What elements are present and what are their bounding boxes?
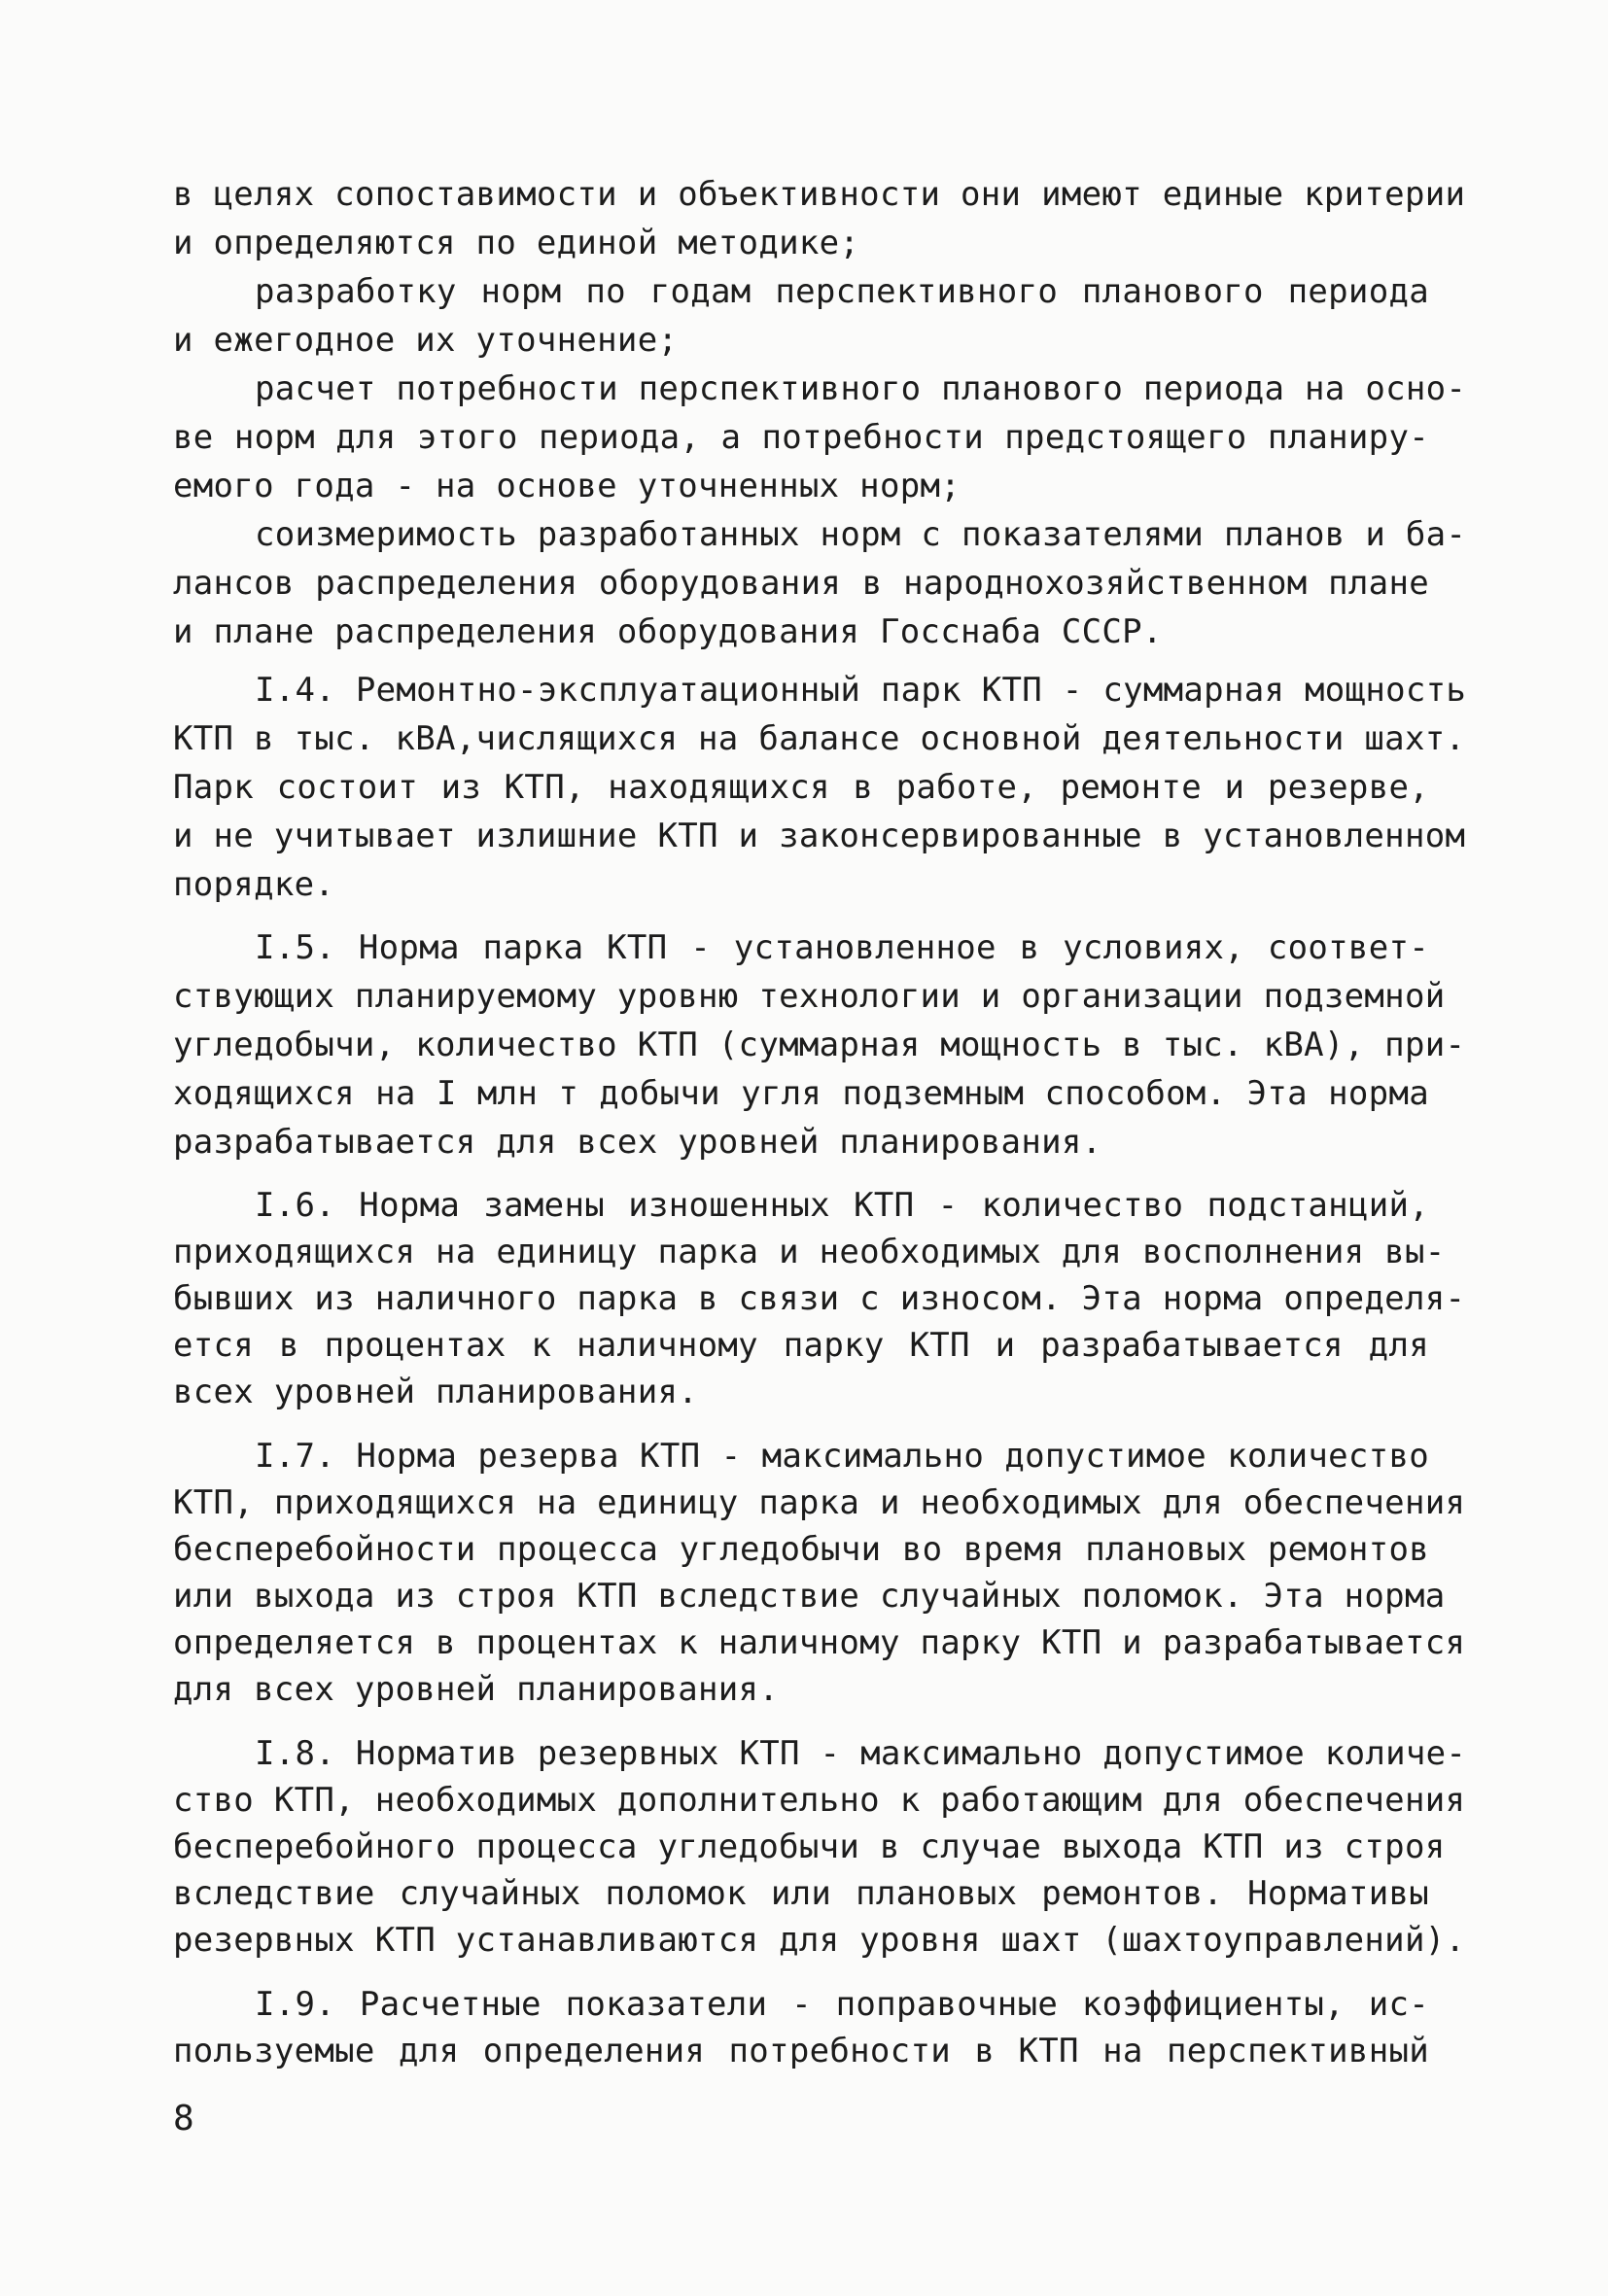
text-line: ствующих планируемому уровню технологии и организации подземной bbox=[173, 977, 1446, 1016]
text-line: расчет потребности перспективного планового периода на осно- bbox=[255, 369, 1467, 408]
text-line: ходящихся на I млн т добычи угля подземным способом. Эта норма bbox=[173, 1074, 1429, 1113]
text-line: соизмеримость разработанных норм с показателями планов и ба- bbox=[255, 515, 1467, 554]
text-line: в целях сопоставимости и объективности они имеют единые критерии bbox=[173, 175, 1466, 214]
page-number: 8 bbox=[173, 2099, 194, 2139]
text-line: разрабатывается для всех уровней планирования. bbox=[173, 1123, 1102, 1162]
text-line: КТП, приходящихся на единицу парка и необходимых для обеспечения bbox=[173, 1483, 1466, 1522]
text-line: или выхода из строя КТП вследствие случайных поломок. Эта норма bbox=[173, 1577, 1446, 1616]
text-line: и определяются по единой методике; bbox=[173, 224, 860, 262]
paragraph-1-4: I.4. Ремонтно-эксплуатационный парк КТП - суммарная мощность bbox=[255, 671, 1467, 710]
text-line: ется в процентах к наличному парку КТП и разрабатывается для bbox=[173, 1326, 1429, 1365]
text-line: ство КТП, необходимых дополнительно к работающим для обеспечения bbox=[173, 1781, 1466, 1820]
text-line: разработку норм по годам перспективного планового периода bbox=[255, 272, 1429, 311]
text-line: бесперебойности процесса угледобычи во время плановых ремонтов bbox=[173, 1530, 1429, 1569]
paragraph-1-8: I.8. Норматив резервных КТП - максимально допустимое количе- bbox=[255, 1734, 1467, 1773]
text-line: резервных КТП устанавливаются для уровня шахт (шахтоуправлений). bbox=[173, 1921, 1466, 1960]
text-line: угледобычи, количество КТП (суммарная мощность в тыс. кВА), при- bbox=[173, 1026, 1466, 1064]
text-line: лансов распределения оборудования в народнохозяйственном плане bbox=[173, 564, 1429, 603]
text-line: приходящихся на единицу парка и необходимых для восполнения вы- bbox=[173, 1233, 1446, 1271]
text-line: Парк состоит из КТП, находящихся в работе, ремонте и резерве, bbox=[173, 768, 1429, 807]
text-line: и плане распределения оборудования Госснаба СССР. bbox=[173, 612, 1163, 651]
text-line: ве норм для этого периода, а потребности предстоящего планиру- bbox=[173, 418, 1429, 457]
text-line: порядке. bbox=[173, 865, 335, 904]
text-line: емого года - на основе уточненных норм; bbox=[173, 467, 961, 505]
text-line: пользуемые для определения потребности в КТП на перспективный bbox=[173, 2032, 1429, 2070]
text-line: определяется в процентах к наличному парку КТП и разрабатывается bbox=[173, 1623, 1466, 1662]
text-line: бесперебойного процесса угледобычи в случае выхода КТП из строя bbox=[173, 1827, 1446, 1866]
text-line: КТП в тыс. кВА,числящихся на балансе основной деятельности шахт. bbox=[173, 719, 1466, 758]
paragraph-1-7: I.7. Норма резерва КТП - максимально допустимое количество bbox=[255, 1437, 1429, 1476]
paragraph-1-9: I.9. Расчетные показатели - поправочные коэффициенты, ис- bbox=[255, 1985, 1429, 2024]
text-line: всех уровней планирования. bbox=[173, 1373, 699, 1411]
text-line: и ежегодное их уточнение; bbox=[173, 321, 679, 360]
paragraph-1-5: I.5. Норма парка КТП - установленное в условиях, соответ- bbox=[255, 928, 1429, 967]
text-line: и не учитывает излишние КТП и законсервированные в установленном bbox=[173, 817, 1466, 855]
text-line: вследствие случайных поломок или плановых ремонтов. Нормативы bbox=[173, 1874, 1429, 1913]
text-line: для всех уровней планирования. bbox=[173, 1670, 780, 1709]
text-line: бывших из наличного парка в связи с износом. Эта норма определя- bbox=[173, 1279, 1466, 1318]
paragraph-1-6: I.6. Норма замены изношенных КТП - количество подстанций, bbox=[255, 1186, 1429, 1225]
